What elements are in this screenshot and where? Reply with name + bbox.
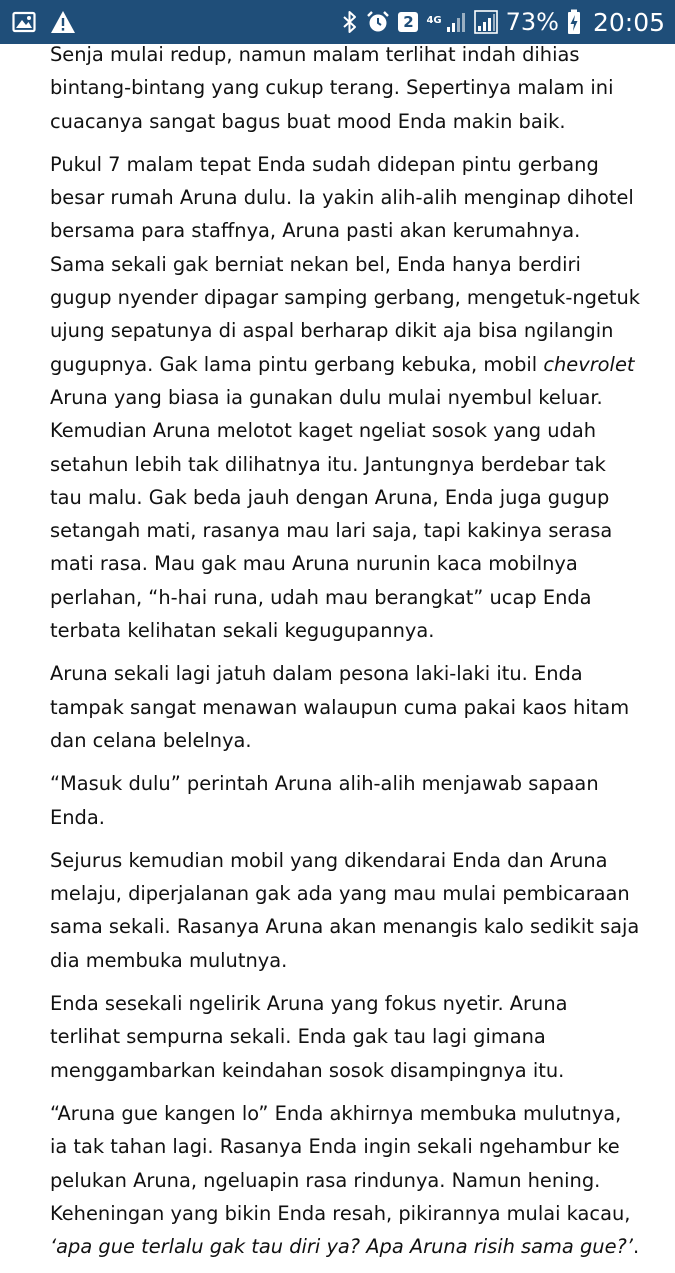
paragraph-text: “Aruna gue kangen lo” Enda akhirnya membuka mulutnya, ia tak tahan lagi. Rasanya Enda ingin sekali ngehambur ke pelukan Aruna, ngeluapin rasa rindunya. Namun hening. Keheningan yang bikin Enda resah, pikirannya mulai kacau, (50, 1101, 631, 1225)
image-icon (12, 11, 36, 33)
status-bar-right (342, 8, 665, 37)
paragraph-text: Senja mulai redup, namun malam terlihat indah dihias bintang-bintang yang cukup terang. Sepertinya malam ini cuacanya sangat bagus buat mood Enda makin baik. (50, 43, 614, 133)
paragraph-text: Pukul 7 malam tepat Enda sudah didepan pintu gerbang besar rumah Aruna dulu. Ia yakin alih-alih menginap dihotel bersama para staffnya, Aruna pasti akan kerumahnya. Sama sekali gak berniat nekan bel, Enda hanya berdiri gugup nyender dipagar samping gerbang, mengetuk-ngetuk ujung sepatunya di aspal berharap dikit aja bisa ngilangin gugupnya. Gak lama pintu gerbang kebuka, mobil (50, 152, 641, 376)
alarm-icon (366, 10, 390, 34)
status-bar-left (12, 10, 76, 34)
battery-percent: 73% (505, 8, 559, 36)
warning-icon (50, 10, 76, 34)
article-paragraph (50, 1097, 640, 1263)
signal-icon-2 (474, 10, 498, 34)
paragraph-text: Enda sesekali ngelirik Aruna yang fokus nyetir. Aruna terlihat sempurna sekali. Enda gak tau lagi gimana menggambarkan keindahan sosok disampingnya itu. (50, 992, 568, 1082)
battery-charging-icon (567, 9, 581, 35)
network-4g-icon: 4G (426, 14, 442, 26)
article-paragraph (50, 987, 640, 1087)
bluetooth-icon (342, 10, 358, 34)
paragraph-text: Aruna sekali lagi jatuh dalam pesona laki-laki itu. Enda tampak sangat menawan walaupun cuma pakai kaos hitam dan celana belelnya. (50, 662, 630, 752)
italic-text: ‘apa gue terlalu gak tau diri ya? Apa Aruna risih sama gue?’ (50, 1235, 633, 1259)
sim-2-badge: 2 (398, 12, 418, 32)
article-paragraph (50, 767, 640, 834)
article-paragraph (50, 148, 640, 647)
article-paragraph (50, 38, 640, 138)
article-paragraph (50, 657, 640, 757)
paragraph-text: Sejurus kemudian mobil yang dikendarai Enda dan Aruna melaju, diperjalanan gak ada yang mau mulai pembicaraan sama sekali. Rasanya Aruna akan menangis kalo sedikit saja dia membuka mulutnya. (50, 848, 640, 972)
paragraph-text: Aruna yang biasa ia gunakan dulu mulai nyembul keluar. Kemudian Aruna melotot kaget ngeliat sosok yang udah setahun lebih tak dilihatnya itu. Jantungnya berdebar tak tau malu. Gak beda jauh dengan Aruna, Enda juga gugup setangah mati, rasanya mau lari saja, tapi kakinya serasa mati rasa. Mau gak mau Aruna nurunin kaca mobilnya perlahan, “h-hai runa, udah mau berangkat” ucap Enda terbata kelihatan sekali kegugupannya. (50, 385, 613, 643)
clock: 20:05 (592, 7, 665, 37)
italic-text: chevrolet (543, 352, 635, 376)
paragraph-text: . (632, 1235, 640, 1259)
signal-icon (446, 11, 466, 33)
article-body (50, 38, 640, 1273)
article-paragraph (50, 844, 640, 977)
paragraph-text: “Masuk dulu” perintah Aruna alih-alih menjawab sapaan Enda. (50, 772, 599, 829)
